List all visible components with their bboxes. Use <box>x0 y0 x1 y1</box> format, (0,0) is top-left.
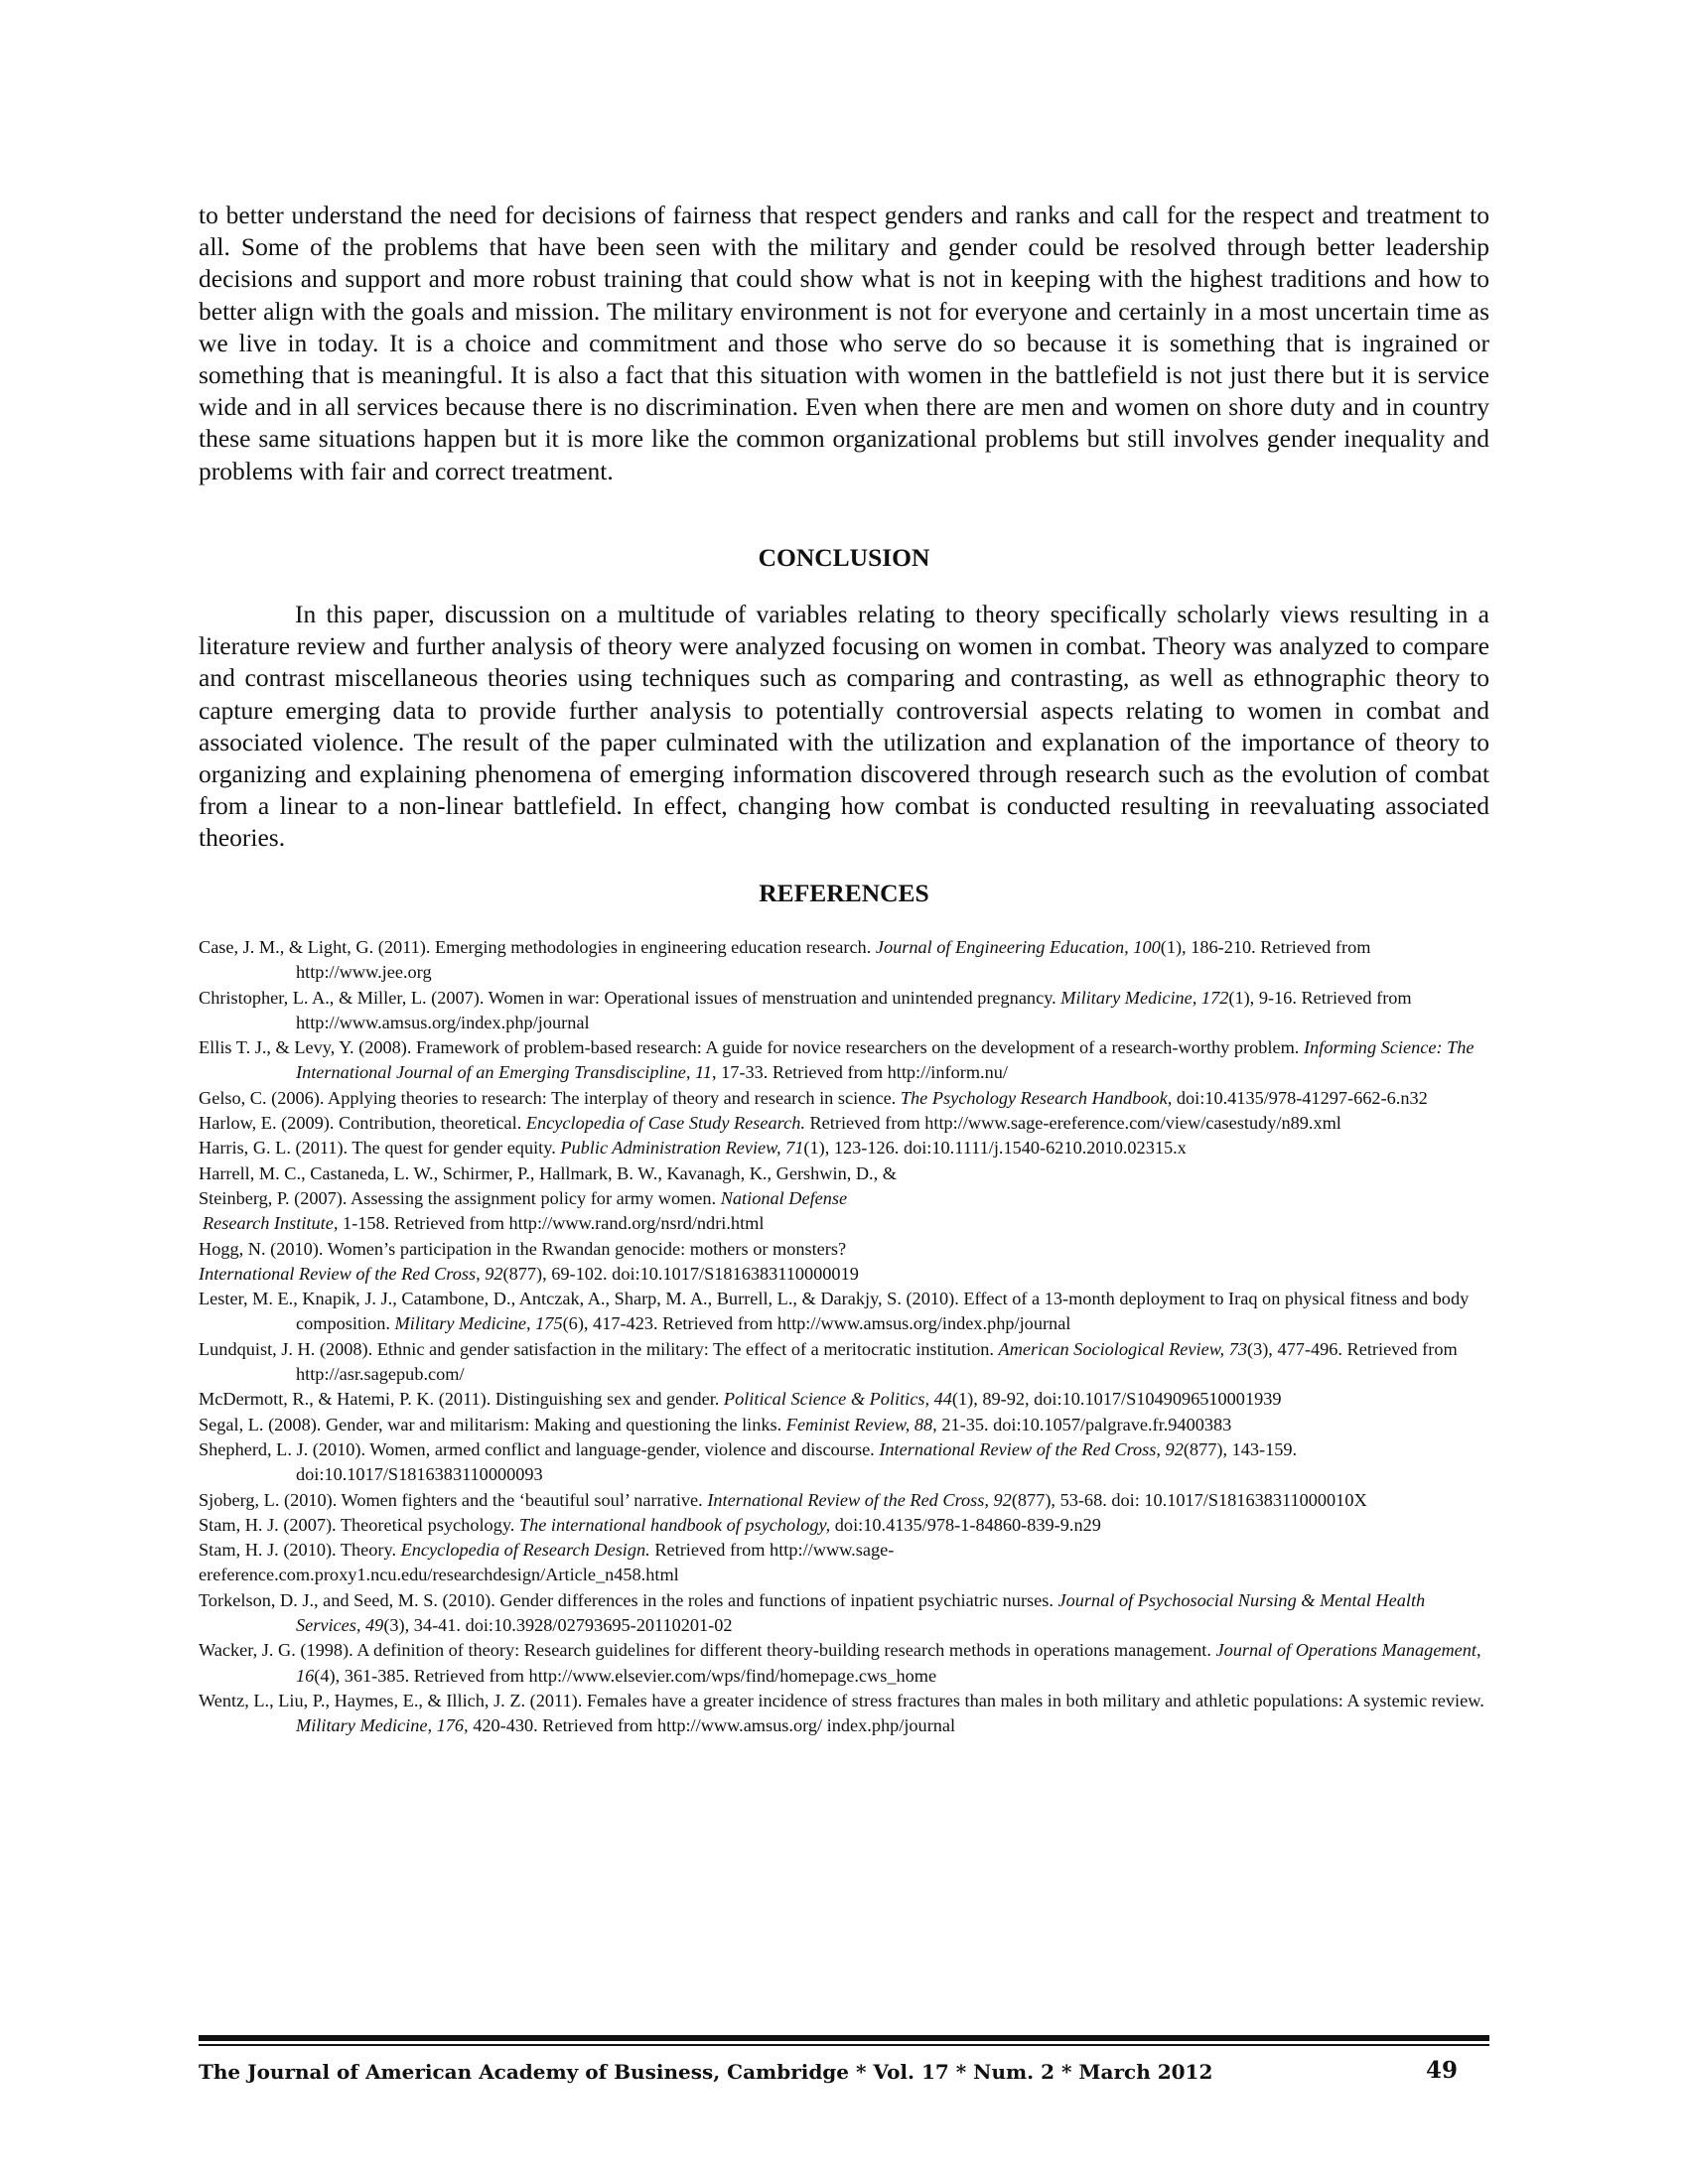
reference-text: Gelso, C. (2006). Applying theories to research: The interplay of theory and research in science. <box>199 1087 901 1108</box>
reference-entry <box>199 1689 1489 1739</box>
reference-source-title: Journal of Operations Management, 16 <box>296 1640 1481 1686</box>
reference-text: Harlow, E. (2009). Contribution, theoretical. <box>199 1113 526 1134</box>
reference-entry <box>199 1638 1489 1689</box>
reference-entry <box>199 1588 1489 1639</box>
intro-paragraph: to better understand the need for decisions of fairness that respect genders and ranks and call for the respect and treatment to all. Some of the problems that have been seen with the military and gender could be resolved through better leadership decisions and support and more robust training that could show what is not in keeping with the highest traditions and how to better align with the goals and mission. The military environment is not for everyone and certainly in a most uncertain time as we live in today. It is a choice and commitment and those who serve do so because it is something that is ingrained or something that is meaningful. It is also a fact that this situation with women in the battlefield is not just there but it is service wide and in all services because there is no discrimination. Even when there are men and women on shore duty and in country these same situations happen but it is more like the common organizational problems but still involves gender inequality and problems with fair and correct treatment. <box>199 201 1489 485</box>
reference-source-title: Military Medicine, 176, <box>296 1715 469 1736</box>
reference-details: (877), 53-68. doi: 10.1017/S181638311000010X <box>1011 1489 1367 1510</box>
footer-rule-thin <box>199 2044 1489 2046</box>
reference-source-title: Encyclopedia of Case Study Research. <box>525 1113 805 1134</box>
reference-text: Lundquist, J. H. (2008). Ethnic and gender satisfaction in the military: The effect of a meritocratic institution. <box>199 1338 999 1359</box>
reference-entry <box>199 1136 1489 1160</box>
reference-details: 420-430. Retrieved from http://www.amsus.org/ index.php/journal <box>468 1715 956 1736</box>
reference-entry <box>199 1413 1489 1437</box>
reference-entry <box>199 935 1489 986</box>
reference-entry <box>199 1387 1489 1412</box>
reference-source-title: The Psychology Research Handbook, <box>900 1087 1173 1108</box>
reference-details: doi:10.4135/978-41297-662-6.n32 <box>1172 1087 1428 1108</box>
reference-entry <box>199 1035 1489 1086</box>
reference-source-title: International Review of the Red Cross, 92 <box>199 1263 503 1284</box>
reference-entry <box>199 1237 1489 1262</box>
reference-text: ereference.com.proxy1.ncu.edu/researchdesign/Article_n458.html <box>199 1565 679 1585</box>
reference-text: Stam, H. J. (2010). Theory. <box>199 1540 401 1561</box>
reference-source-title: Public Administration Review, 71 <box>560 1138 804 1159</box>
conclusion-paragraph: In this paper, discussion on a multitude of variables relating to theory specifically scholarly views resulting in a literature review and further analysis of theory were analyzed focusing on women in combat. Theory was analyzed to compare and contrast miscellaneous theories using techniques such as comparing and contrasting, as well as ethnographic theory to capture emerging data to provide further analysis to potentially controversial aspects relating to women in combat and associated violence. The result of the paper culminated with the utilization and explanation of the importance of theory to organizing and explaining phenomena of emerging information discovered through research such as the evolution of combat from a linear to a non-linear battlefield. In effect, changing how combat is conducted resulting in reevaluating associated theories. <box>199 600 1489 853</box>
reference-source-title: International Review of the Red Cross, 92 <box>707 1489 1012 1510</box>
footer-rule-thick <box>199 2035 1489 2041</box>
reference-text: Segal, L. (2008). Gender, war and militarism: Making and questioning the links. <box>199 1414 786 1434</box>
reference-source-title: Journal of Engineering Education, 100 <box>875 937 1161 957</box>
reference-entry <box>199 1186 1489 1211</box>
reference-details: , 17-33. Retrieved from http://inform.nu/ <box>711 1062 1008 1083</box>
reference-text: Lester, M. E., Knapik, J. J., Catambone, D., Antczak, A., Sharp, M. A., Burrell, L., & Darakjy, S. (2010). Effect of a 13-month deployment to Iraq on physical fitness and body composition. <box>199 1289 1470 1334</box>
reference-details: Retrieved from http://www.sage-ereference.com/view/casestudy/n89.xml <box>804 1113 1341 1134</box>
references-list <box>199 935 1489 1739</box>
page-number: 49 <box>1426 2057 1459 2084</box>
reference-entry <box>199 1262 1489 1287</box>
reference-text: Wentz, L., Liu, P., Haymes, E., & Illich, J. Z. (2011). Females have a greater incidence of stress fractures than males in both military and athletic populations: A systemic review. <box>199 1690 1484 1710</box>
reference-entry <box>199 1437 1489 1488</box>
reference-details: 1-158. Retrieved from http://www.rand.org/nsrd/ndri.html <box>338 1213 765 1234</box>
reference-text: Wacker, J. G. (1998). A definition of theory: Research guidelines for different theory-building research methods in operations management. <box>199 1640 1216 1661</box>
reference-entry <box>199 1513 1489 1538</box>
reference-entry <box>199 986 1489 1036</box>
reference-source-title: Feminist Review, 88, <box>785 1414 937 1434</box>
reference-text: Christopher, L. A., & Miller, L. (2007). Women in war: Operational issues of menstruation and unintended pregnancy. <box>199 987 1061 1008</box>
reference-source-title: Informing Science: The International Journal of an Emerging Transdiscipline, 11 <box>296 1037 1475 1083</box>
reference-entry <box>199 1337 1489 1388</box>
reference-details: 21-35. doi:10.1057/palgrave.fr.9400383 <box>936 1414 1232 1434</box>
conclusion-heading: CONCLUSION <box>758 543 930 572</box>
reference-source-title: Political Science & Politics, 44 <box>723 1389 952 1410</box>
reference-text: Stam, H. J. (2007). Theoretical psychology. <box>199 1514 519 1535</box>
references-heading: REFERENCES <box>759 879 929 907</box>
reference-details: (877), 69-102. doi:10.1017/S1816383110000019 <box>502 1263 859 1284</box>
reference-source-title: Military Medicine, 172 <box>1060 987 1229 1008</box>
reference-text: Harrell, M. C., Castaneda, L. W., Schirmer, P., Hallmark, B. W., Kavanagh, K., Gershwin, D., & <box>199 1162 897 1183</box>
reference-entry <box>199 1563 1489 1587</box>
reference-text: Shepherd, L. J. (2010). Women, armed conflict and language-gender, violence and discourse. <box>199 1438 880 1459</box>
reference-details: (1), 9-16. Retrieved from http://www.amsus.org/index.php/journal <box>296 987 1412 1032</box>
reference-entry <box>199 1111 1489 1136</box>
footer-journal-title: The Journal of American Academy of Business, Cambridge * Vol. 17 * Num. 2 * March 2012 <box>199 2060 1213 2084</box>
reference-text: McDermott, R., & Hatemi, P. K. (2011). Distinguishing sex and gender. <box>199 1389 724 1410</box>
reference-text: Harris, G. L. (2011). The quest for gender equity. <box>199 1138 561 1159</box>
reference-details: (877), 143-159. doi:10.1017/S1816383110000093 <box>296 1438 1298 1485</box>
reference-text: Ellis T. J., & Levy, Y. (2008). Framework of problem-based research: A guide for novice researchers on the development of a research-worthy problem. <box>199 1037 1304 1058</box>
reference-entry <box>199 1211 1489 1236</box>
reference-details: (4), 361-385. Retrieved from http://www.elsevier.com/wps/find/homepage.cws_home <box>314 1665 937 1686</box>
reference-entry <box>199 1488 1489 1513</box>
reference-details: (1), 123-126. doi:10.1111/j.1540-6210.2010.02315.x <box>803 1138 1187 1159</box>
reference-source-title: National Defense <box>720 1187 848 1208</box>
reference-details: (3), 34-41. doi:10.3928/02793695-20110201-02 <box>383 1615 733 1636</box>
reference-source-title: International Review of the Red Cross, 92 <box>879 1438 1184 1459</box>
reference-entry <box>199 1086 1489 1111</box>
reference-text: Sjoberg, L. (2010). Women fighters and the ‘beautiful soul’ narrative. <box>199 1489 708 1510</box>
reference-entry <box>199 1538 1489 1563</box>
reference-details: (6), 417-423. Retrieved from http://www.amsus.org/index.php/journal <box>562 1313 1071 1334</box>
reference-entry <box>199 1287 1489 1337</box>
reference-source-title: Journal of Psychosocial Nursing & Mental Health Services, 49 <box>296 1589 1426 1636</box>
reference-text: Case, J. M., & Light, G. (2011). Emerging methodologies in engineering education research. <box>199 937 876 957</box>
reference-details: Retrieved from http://www.sage- <box>649 1540 895 1561</box>
reference-details: (1), 186-210. Retrieved from http://www.jee.org <box>296 937 1371 983</box>
reference-text: Torkelson, D. J., and Seed, M. S. (2010). Gender differences in the roles and functions of inpatient psychiatric nurses. <box>199 1589 1058 1610</box>
reference-details: (3), 477-496. Retrieved from http://asr.sagepub.com/ <box>296 1338 1458 1385</box>
reference-details: doi:10.4135/978-1-84860-839-9.n29 <box>830 1514 1101 1535</box>
reference-source-title: Military Medicine, 175 <box>394 1313 563 1334</box>
reference-source-title: The international handbook of psychology, <box>518 1514 831 1535</box>
reference-source-title: Research Institute, <box>203 1213 339 1234</box>
reference-text: Steinberg, P. (2007). Assessing the assignment policy for army women. <box>199 1187 721 1208</box>
reference-text: Hogg, N. (2010). Women’s participation in the Rwandan genocide: mothers or monsters? <box>199 1238 847 1259</box>
reference-details: (1), 89-92, doi:10.1017/S1049096510001939 <box>951 1389 1282 1410</box>
reference-source-title: Encyclopedia of Research Design. <box>400 1540 650 1561</box>
reference-entry <box>199 1161 1489 1186</box>
reference-source-title: American Sociological Review, 73 <box>998 1338 1247 1359</box>
